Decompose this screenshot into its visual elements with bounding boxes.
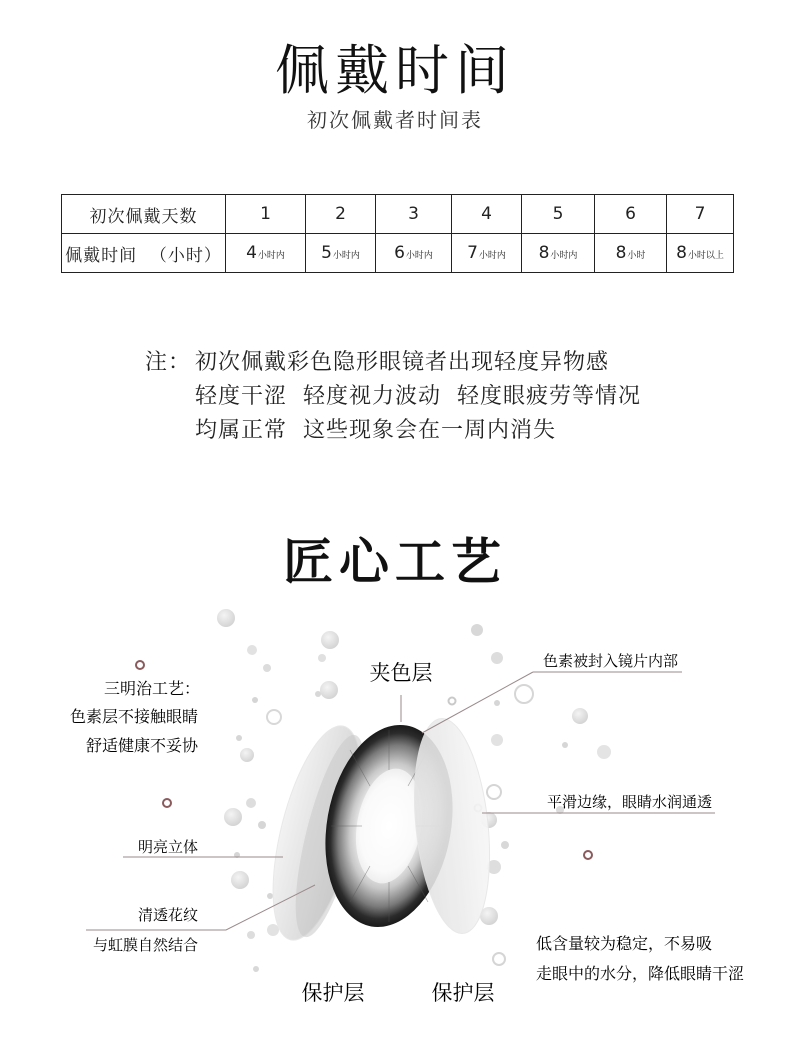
- hours-unit: 小时以上: [687, 251, 724, 261]
- table-header-hours: 佩戴时间 （小时）: [62, 234, 226, 273]
- label-sandwich-2: 色素层不接触眼睛: [69, 707, 198, 726]
- table-cell-hours: [452, 234, 522, 273]
- table-cell-day: 5: [522, 195, 595, 234]
- label-iris-blend: 与虹膜自然结合: [92, 936, 198, 954]
- table-cell-day: 6: [595, 195, 667, 234]
- table-row-days: [62, 195, 734, 234]
- section-title-craft: 匠心工艺: [283, 533, 507, 591]
- table-cell-hours: [667, 234, 734, 273]
- hours-value: 7: [467, 243, 478, 263]
- note-lead: 注：: [145, 350, 192, 375]
- hours-unit: 小时内: [332, 251, 360, 261]
- table-cell-hours: [522, 234, 595, 273]
- label-color-layer: 夹色层: [369, 661, 433, 685]
- table-cell-hours: [306, 234, 376, 273]
- hours-unit: 小时: [627, 251, 646, 261]
- hours-unit: 小时内: [257, 251, 285, 261]
- label-protect-right: 保护层: [431, 981, 495, 1005]
- table-cell-day: 4: [452, 195, 522, 234]
- table-cell-day: 3: [376, 195, 452, 234]
- hours-value: 8: [615, 243, 627, 263]
- label-sandwich-1: 三明治工艺：: [103, 679, 200, 698]
- label-bright: 明亮立体: [137, 838, 198, 856]
- hours-value: 5: [321, 243, 332, 263]
- table-cell-hours: [226, 234, 306, 273]
- label-moisture-1: 低含量较为稳定，不易吸: [536, 934, 713, 953]
- label-clear-pattern: 清透花纹: [137, 906, 198, 924]
- note-text-1: 初次佩戴彩色隐形眼镜者出现轻度异物感: [195, 350, 610, 375]
- label-sandwich-3: 舒适健康不妥协: [85, 736, 198, 755]
- hours-unit: 小时内: [405, 251, 433, 261]
- table-cell-day: 7: [667, 195, 734, 234]
- label-moisture-2: 走眼中的水分，降低眼睛干涩: [536, 964, 745, 983]
- lens-layer-diagram: [0, 590, 790, 1055]
- label-protect-left: 保护层: [301, 981, 365, 1005]
- table-cell-hours: [376, 234, 452, 273]
- section-subtitle-wear-schedule: 初次佩戴者时间表: [307, 108, 483, 132]
- wear-time-table: [61, 194, 734, 273]
- note-line-3: 均属正常 这些现象会在一周内消失: [195, 418, 556, 443]
- hours-value: 8: [538, 243, 550, 263]
- wear-note: [145, 346, 641, 448]
- label-smooth-edge: 平滑边缘，眼睛水润通透: [546, 793, 712, 811]
- table-cell-day: 1: [226, 195, 306, 234]
- hours-value: 4: [246, 243, 257, 263]
- note-line-1: [145, 346, 641, 380]
- table-cell-hours: [595, 234, 667, 273]
- hours-value: 6: [394, 243, 405, 263]
- hours-value: 8: [676, 243, 687, 263]
- hours-unit: 小时内: [550, 251, 578, 261]
- table-cell-day: 2: [306, 195, 376, 234]
- section-title-wear-time: 佩戴时间: [275, 39, 515, 102]
- label-pigment-sealed: 色素被封入镜片内部: [542, 652, 678, 670]
- hours-unit: 小时内: [478, 251, 506, 261]
- table-header-days: 初次佩戴天数: [62, 195, 226, 234]
- note-line-2: 轻度干涩 轻度视力波动 轻度眼疲劳等情况: [195, 384, 641, 409]
- table-row-hours: [62, 234, 734, 273]
